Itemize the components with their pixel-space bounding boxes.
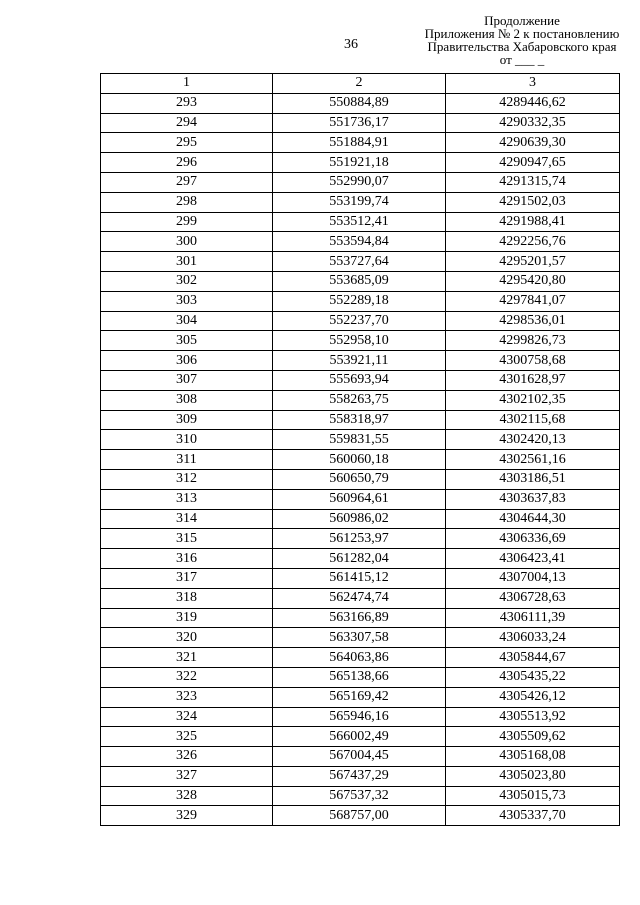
table-row bbox=[101, 351, 620, 371]
table-row bbox=[101, 747, 620, 767]
x-coordinate-cell: 552289,18 bbox=[273, 291, 446, 311]
point-number-cell: 297 bbox=[101, 172, 273, 192]
x-coordinate-cell: 553199,74 bbox=[273, 192, 446, 212]
x-coordinate-cell: 565946,16 bbox=[273, 707, 446, 727]
point-number-cell: 317 bbox=[101, 568, 273, 588]
point-number-cell: 316 bbox=[101, 549, 273, 569]
table-row bbox=[101, 786, 620, 806]
table-row bbox=[101, 608, 620, 628]
table-row bbox=[101, 707, 620, 727]
page-number: 36 bbox=[344, 37, 358, 52]
x-coordinate-cell: 565169,42 bbox=[273, 687, 446, 707]
point-number-cell: 304 bbox=[101, 311, 273, 331]
point-number-cell: 298 bbox=[101, 192, 273, 212]
table-row bbox=[101, 192, 620, 212]
table-row bbox=[101, 766, 620, 786]
point-number-cell: 300 bbox=[101, 232, 273, 252]
table-row bbox=[101, 727, 620, 747]
point-number-cell: 320 bbox=[101, 628, 273, 648]
x-coordinate-cell: 562474,74 bbox=[273, 588, 446, 608]
y-coordinate-cell: 4305435,22 bbox=[446, 667, 620, 687]
table-row bbox=[101, 390, 620, 410]
y-coordinate-cell: 4291502,03 bbox=[446, 192, 620, 212]
table-row bbox=[101, 588, 620, 608]
y-coordinate-cell: 4306111,39 bbox=[446, 608, 620, 628]
y-coordinate-cell: 4299826,73 bbox=[446, 331, 620, 351]
table-row bbox=[101, 93, 620, 113]
table-row bbox=[101, 172, 620, 192]
table-row bbox=[101, 529, 620, 549]
table-row bbox=[101, 469, 620, 489]
y-coordinate-cell: 4291315,74 bbox=[446, 172, 620, 192]
y-coordinate-cell: 4292256,76 bbox=[446, 232, 620, 252]
point-number-cell: 321 bbox=[101, 648, 273, 668]
y-coordinate-cell: 4302420,13 bbox=[446, 430, 620, 450]
point-number-cell: 299 bbox=[101, 212, 273, 232]
header-line-appendix: Приложения № 2 к постановлению bbox=[424, 26, 620, 41]
y-coordinate-cell: 4305015,73 bbox=[446, 786, 620, 806]
point-number-cell: 325 bbox=[101, 727, 273, 747]
x-coordinate-cell: 560650,79 bbox=[273, 469, 446, 489]
y-coordinate-cell: 4297841,07 bbox=[446, 291, 620, 311]
y-coordinate-cell: 4295420,80 bbox=[446, 271, 620, 291]
y-coordinate-cell: 4305023,80 bbox=[446, 766, 620, 786]
point-number-cell: 303 bbox=[101, 291, 273, 311]
x-coordinate-cell: 564063,86 bbox=[273, 648, 446, 668]
x-coordinate-cell: 565138,66 bbox=[273, 667, 446, 687]
point-number-cell: 305 bbox=[101, 331, 273, 351]
table-row bbox=[101, 509, 620, 529]
header-line-date: от ___ _ bbox=[499, 52, 545, 67]
y-coordinate-cell: 4302561,16 bbox=[446, 450, 620, 470]
x-coordinate-cell: 552990,07 bbox=[273, 172, 446, 192]
table-row bbox=[101, 549, 620, 569]
point-number-cell: 314 bbox=[101, 509, 273, 529]
point-number-cell: 309 bbox=[101, 410, 273, 430]
point-number-cell: 323 bbox=[101, 687, 273, 707]
y-coordinate-cell: 4305844,67 bbox=[446, 648, 620, 668]
table-row bbox=[101, 410, 620, 430]
point-number-cell: 310 bbox=[101, 430, 273, 450]
point-number-cell: 293 bbox=[101, 93, 273, 113]
table-row bbox=[101, 648, 620, 668]
y-coordinate-cell: 4298536,01 bbox=[446, 311, 620, 331]
x-coordinate-cell: 551884,91 bbox=[273, 133, 446, 153]
y-coordinate-cell: 4305509,62 bbox=[446, 727, 620, 747]
table-row bbox=[101, 568, 620, 588]
point-number-cell: 312 bbox=[101, 469, 273, 489]
point-number-cell: 306 bbox=[101, 351, 273, 371]
x-coordinate-cell: 553685,09 bbox=[273, 271, 446, 291]
y-coordinate-cell: 4306033,24 bbox=[446, 628, 620, 648]
y-coordinate-cell: 4303186,51 bbox=[446, 469, 620, 489]
table-row bbox=[101, 153, 620, 173]
y-coordinate-cell: 4289446,62 bbox=[446, 93, 620, 113]
table-row bbox=[101, 489, 620, 509]
x-coordinate-cell: 558318,97 bbox=[273, 410, 446, 430]
point-number-cell: 327 bbox=[101, 766, 273, 786]
y-coordinate-cell: 4290947,65 bbox=[446, 153, 620, 173]
y-coordinate-cell: 4295201,57 bbox=[446, 252, 620, 272]
x-coordinate-cell: 566002,49 bbox=[273, 727, 446, 747]
point-number-cell: 328 bbox=[101, 786, 273, 806]
y-coordinate-cell: 4302102,35 bbox=[446, 390, 620, 410]
point-number-cell: 307 bbox=[101, 370, 273, 390]
point-number-cell: 324 bbox=[101, 707, 273, 727]
y-coordinate-cell: 4303637,83 bbox=[446, 489, 620, 509]
point-number-cell: 294 bbox=[101, 113, 273, 133]
table-row bbox=[101, 450, 620, 470]
y-coordinate-cell: 4307004,13 bbox=[446, 568, 620, 588]
y-coordinate-cell: 4306728,63 bbox=[446, 588, 620, 608]
x-coordinate-cell: 568757,00 bbox=[273, 806, 446, 826]
x-coordinate-cell: 559831,55 bbox=[273, 430, 446, 450]
appendix-header bbox=[420, 14, 624, 66]
x-coordinate-cell: 561253,97 bbox=[273, 529, 446, 549]
header-line-government: Правительства Хабаровского края bbox=[427, 39, 617, 54]
table-row bbox=[101, 806, 620, 826]
point-number-cell: 318 bbox=[101, 588, 273, 608]
y-coordinate-cell: 4300758,68 bbox=[446, 351, 620, 371]
point-number-cell: 315 bbox=[101, 529, 273, 549]
x-coordinate-cell: 553594,84 bbox=[273, 232, 446, 252]
point-number-cell: 301 bbox=[101, 252, 273, 272]
table-row bbox=[101, 331, 620, 351]
table-header-row bbox=[101, 74, 620, 94]
table-row bbox=[101, 232, 620, 252]
x-coordinate-cell: 552237,70 bbox=[273, 311, 446, 331]
table-row bbox=[101, 113, 620, 133]
x-coordinate-cell: 567537,32 bbox=[273, 786, 446, 806]
y-coordinate-cell: 4305337,70 bbox=[446, 806, 620, 826]
table-row bbox=[101, 252, 620, 272]
y-coordinate-cell: 4290332,35 bbox=[446, 113, 620, 133]
x-coordinate-cell: 563166,89 bbox=[273, 608, 446, 628]
x-coordinate-cell: 563307,58 bbox=[273, 628, 446, 648]
header-line-continuation: Продолжение bbox=[484, 13, 560, 28]
x-coordinate-cell: 567437,29 bbox=[273, 766, 446, 786]
table-row bbox=[101, 133, 620, 153]
point-number-cell: 326 bbox=[101, 747, 273, 767]
x-coordinate-cell: 553512,41 bbox=[273, 212, 446, 232]
column-header: 3 bbox=[446, 74, 620, 94]
table-row bbox=[101, 687, 620, 707]
point-number-cell: 296 bbox=[101, 153, 273, 173]
y-coordinate-cell: 4301628,97 bbox=[446, 370, 620, 390]
y-coordinate-cell: 4306423,41 bbox=[446, 549, 620, 569]
x-coordinate-cell: 560964,61 bbox=[273, 489, 446, 509]
table-row bbox=[101, 291, 620, 311]
point-number-cell: 329 bbox=[101, 806, 273, 826]
point-number-cell: 308 bbox=[101, 390, 273, 410]
column-header: 2 bbox=[273, 74, 446, 94]
x-coordinate-cell: 558263,75 bbox=[273, 390, 446, 410]
x-coordinate-cell: 555693,94 bbox=[273, 370, 446, 390]
x-coordinate-cell: 553921,11 bbox=[273, 351, 446, 371]
x-coordinate-cell: 551921,18 bbox=[273, 153, 446, 173]
table-row bbox=[101, 628, 620, 648]
x-coordinate-cell: 550884,89 bbox=[273, 93, 446, 113]
x-coordinate-cell: 560060,18 bbox=[273, 450, 446, 470]
table-row bbox=[101, 667, 620, 687]
point-number-cell: 313 bbox=[101, 489, 273, 509]
y-coordinate-cell: 4305168,08 bbox=[446, 747, 620, 767]
point-number-cell: 319 bbox=[101, 608, 273, 628]
x-coordinate-cell: 560986,02 bbox=[273, 509, 446, 529]
y-coordinate-cell: 4305426,12 bbox=[446, 687, 620, 707]
table-row bbox=[101, 430, 620, 450]
y-coordinate-cell: 4290639,30 bbox=[446, 133, 620, 153]
point-number-cell: 295 bbox=[101, 133, 273, 153]
point-number-cell: 302 bbox=[101, 271, 273, 291]
y-coordinate-cell: 4305513,92 bbox=[446, 707, 620, 727]
coordinates-table bbox=[100, 73, 620, 826]
y-coordinate-cell: 4291988,41 bbox=[446, 212, 620, 232]
x-coordinate-cell: 561282,04 bbox=[273, 549, 446, 569]
point-number-cell: 311 bbox=[101, 450, 273, 470]
x-coordinate-cell: 552958,10 bbox=[273, 331, 446, 351]
table-row bbox=[101, 370, 620, 390]
column-header: 1 bbox=[101, 74, 273, 94]
x-coordinate-cell: 551736,17 bbox=[273, 113, 446, 133]
x-coordinate-cell: 561415,12 bbox=[273, 568, 446, 588]
x-coordinate-cell: 567004,45 bbox=[273, 747, 446, 767]
x-coordinate-cell: 553727,64 bbox=[273, 252, 446, 272]
point-number-cell: 322 bbox=[101, 667, 273, 687]
y-coordinate-cell: 4306336,69 bbox=[446, 529, 620, 549]
table-row bbox=[101, 311, 620, 331]
table-row bbox=[101, 271, 620, 291]
y-coordinate-cell: 4302115,68 bbox=[446, 410, 620, 430]
y-coordinate-cell: 4304644,30 bbox=[446, 509, 620, 529]
table-row bbox=[101, 212, 620, 232]
